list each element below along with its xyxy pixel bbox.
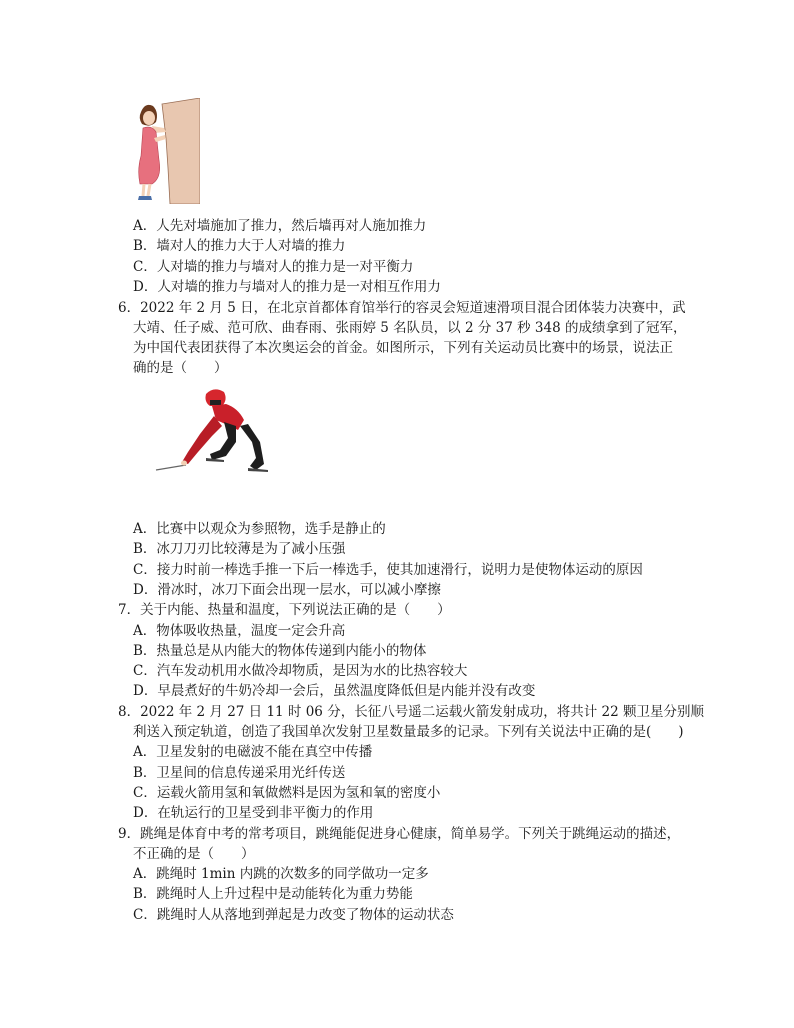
q5-option-a: A．人先对墙施加了推力，然后墙再对人施加推力 xyxy=(133,218,427,234)
q6-stem-line-2: 大靖、任子威、范可欣、曲春雨、张雨婷 5 名队员，以 2 分 37 秒 348 的成绩拿到了冠军， xyxy=(133,320,687,336)
q6-option-b: B．冰刀刀刃比较薄是为了减小压强 xyxy=(133,541,346,557)
q6-stem-line-4: 确的是（ ） xyxy=(133,360,228,376)
q9-stem-line-2: 不正确的是（ ） xyxy=(133,846,255,862)
q7-option-d: D．早晨煮好的牛奶冷却一会后，虽然温度降低但是内能并没有改变 xyxy=(133,683,536,699)
q6-stem-line-1: 6．2022 年 2 月 5 日，在北京首都体育馆举行的容灵会短道速滑项目混合团体装力决赛中，武 xyxy=(118,300,686,316)
q9-option-a: A．跳绳时 1min 内跳的次数多的同学做功一定多 xyxy=(133,866,429,882)
person-pushing-wall-figure xyxy=(128,98,200,204)
q8-option-d: D．在轨运行的卫星受到非平衡力的作用 xyxy=(133,805,374,821)
q7-stem: 7．关于内能、热量和温度，下列说法正确的是（ ） xyxy=(118,602,451,618)
q8-option-b: B．卫星间的信息传递采用光纤传送 xyxy=(133,765,346,781)
q7-option-b: B．热量总是从内能大的物体传递到内能小的物体 xyxy=(133,643,427,659)
q5-option-b: B．墙对人的推力大于人对墙的推力 xyxy=(133,238,346,254)
q5-option-d: D．人对墙的推力与墙对人的推力是一对相互作用力 xyxy=(133,279,441,295)
q6-option-a: A．比赛中以观众为参照物，选手是静止的 xyxy=(133,521,386,537)
q6-stem-line-3: 为中国代表团获得了本次奥运会的首金。如图所示，下列有关运动员比赛中的场景，说法正 xyxy=(133,340,673,356)
q5-option-c: C．人对墙的推力与墙对人的推力是一对平衡力 xyxy=(133,259,414,275)
q7-option-c: C．汽车发动机用水做冷却物质，是因为水的比热容较大 xyxy=(133,663,468,679)
q8-option-c: C．运载火箭用氢和氧做燃料是因为氢和氧的密度小 xyxy=(133,785,441,801)
q6-option-d: D．滑冰时，冰刀下面会出现一层水，可以减小摩擦 xyxy=(133,582,441,598)
q7-option-a: A．物体吸收热量，温度一定会升高 xyxy=(133,623,346,639)
q9-stem-line-1: 9．跳绳是体育中考的常考项目，跳绳能促进身心健康，简单易学。下列关于跳绳运动的描述， xyxy=(118,826,681,842)
speed-skater-figure xyxy=(152,386,270,478)
q6-option-c: C．接力时前一棒选手推一下后一棒选手，使其加速滑行，说明力是使物体运动的原因 xyxy=(133,562,643,578)
q8-stem-line-2: 利送入预定轨道，创造了我国单次发射卫星数量最多的记录。下列有关说法中正确的是( ) xyxy=(133,724,684,740)
q8-stem-line-1: 8．2022 年 2 月 27 日 11 时 06 分，长征八号遥二运载火箭发射成功，将共计 22 颗卫星分别顺 xyxy=(118,704,704,720)
q9-option-b: B．跳绳时人上升过程中是动能转化为重力势能 xyxy=(133,886,413,902)
q9-option-c: C．跳绳时人从落地到弹起是力改变了物体的运动状态 xyxy=(133,907,454,923)
q8-option-a: A．卫星发射的电磁波不能在真空中传播 xyxy=(133,744,373,760)
